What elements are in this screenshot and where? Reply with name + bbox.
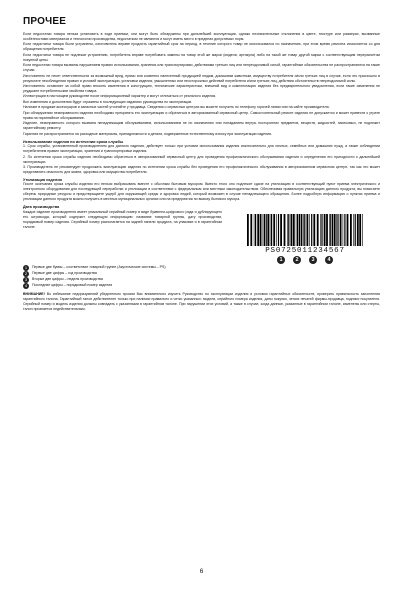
barcode-bar — [355, 214, 356, 246]
barcode-bar — [247, 214, 249, 246]
barcode-bar — [260, 214, 262, 246]
barcode-bar — [340, 214, 342, 246]
barcode-bar — [263, 214, 264, 246]
paragraph: Если недостатки товара нельзя установить в ходе приемки, они могут быть обнаружены при дальнейшей эксплуатации, однако незначительные отклонения в цвете, текстуре или размерах, вызванные особенностями материалов и технологии производства, недостатком не являются и могут иметь место в пределах допустимых норм. — [23, 32, 380, 41]
barcode-bar — [287, 214, 288, 246]
paragraph: Изготовитель оставляет за собой право вносить изменения в конструкцию, технические характеристики, внешний вид и комплектацию изделия без предварительного уведомления, если такие изменения не ухудшают потребительские свойства товара. — [23, 84, 380, 93]
barcode-bar — [264, 214, 265, 246]
paragraph: Иллюстрации в настоящем руководстве носят информационный характер и могут отличаться от реального изделия. — [23, 94, 217, 99]
barcode-bar — [297, 214, 298, 246]
barcode-image — [245, 214, 365, 246]
warning-label: ВНИМАНИЕ! — [23, 291, 45, 296]
legend-item — [23, 283, 380, 289]
barcode-bar — [257, 214, 259, 246]
barcode-bar — [303, 214, 304, 246]
paragraph: Если недостатки товара были устранены, изготовитель вправе продлить гарантийный срок на период, в течение которого товар не использовался по назначению, при этом время ремонта исчисляется со дня обращения потребителя. — [23, 42, 380, 52]
barcode-bar — [334, 214, 336, 246]
barcode-bar — [270, 214, 271, 246]
legend-marker: 3 — [24, 277, 28, 283]
barcode-bar — [309, 214, 310, 246]
marker-2: 2 — [293, 256, 301, 264]
marker-3: 3 — [309, 256, 317, 264]
barcode-bar — [350, 214, 352, 246]
section-heading-usage: Использование изделия по истечении срока службы — [23, 139, 124, 144]
barcode-bar — [267, 214, 269, 246]
disposal-paragraph: После окончания срока службы изделия его нельзя выбрасывать вместе с обычным бытовым мусором. Вместо этого оно подлежит сдаче на утилизацию в соответствующий пункт приема электрического и электронного оборудования для последующей переработки и утилизации в соответствии с федеральным или местным законодательством. Обеспечивая правильную утилизацию данного продукта, вы помогаете сберечь природные ресурсы и предотвращаете ущерб для окружающей среды и здоровья людей, который возможен в случае ненадлежащего обращения. Более подробную информацию о пунктах приема и утилизации данного продукта можно получить в местных муниципальных органах или на предприятии по вывозу бытового мусора. — [23, 182, 380, 202]
barcode-bar — [357, 214, 359, 246]
legend-text: Первые две цифры – год производства — [32, 271, 97, 276]
legend-marker: 1 — [24, 265, 28, 271]
barcode-bar — [317, 214, 319, 246]
barcode-bar — [266, 214, 267, 246]
barcode-bar — [344, 214, 345, 246]
barcode-bar — [321, 214, 322, 246]
barcode-bar — [330, 214, 331, 246]
barcode-bar — [291, 214, 293, 246]
paragraph: При обнаружении неисправности изделия необходимо прекратить его эксплуатацию и обратиться в авторизованный сервисный центр. Самостоятельный ремонт изделия не допускается и может привести к утрате права на гарантийное обслуживание. — [23, 110, 380, 120]
barcode-bar — [353, 214, 354, 246]
legend-marker: 2 — [24, 271, 28, 277]
paragraph: Изделие, неисправность которого вызвана ненадлежащим обслуживанием, использованием не по назначению или попаданием внутрь посторонних предметов, веществ, жидкостей, насекомых, не подлежит гарантийному ремонту. — [23, 121, 380, 131]
barcode-bar — [313, 214, 315, 246]
paragraph: Изготовитель не несет ответственности за возможный вред, прямо или косвенно нанесенный продукцией людям, домашним животным, имуществу потребителя и/или третьих лиц в случае, если это произошло в результате несоблюдения правил и условий эксплуатации, установки изделия, умышленных или неосторожных действий потребителя и/или третьих лиц, действия обстоятельств непреодолимой силы. — [23, 73, 380, 83]
serial-markers — [277, 256, 333, 264]
barcode-bar — [304, 214, 305, 246]
marker-1: 1 — [277, 256, 285, 264]
serial-legend — [23, 265, 380, 289]
barcode-bar — [276, 214, 277, 246]
barcode-bar — [329, 214, 330, 246]
legend-text: Последние цифры – порядковый номер изделия — [32, 283, 113, 288]
paragraph: Все изменения и дополнения будут отражены в последующих изданиях руководства по эксплуатации. — [23, 99, 193, 104]
list-item: 2. По истечении срока службы изделия необходимо обратиться в авторизованный сервисный центр для проведения профилактического обслуживания изделия и определения его пригодности к дальнейшей эксплуатации. — [23, 154, 380, 164]
barcode-bar — [359, 214, 361, 246]
page-title: ПРОЧЕЕ — [23, 16, 67, 27]
list-item: 3. Производитель не рекомендует продолжать эксплуатацию изделия по истечении срока службы без проведения его профилактического обслуживания в авторизованном сервисном центре, так как это может представлять опасность для жизни, здоровья или имущества потребителя. — [23, 164, 380, 174]
barcode-bar — [320, 214, 321, 246]
barcode-bar — [288, 214, 289, 246]
barcode-bar — [337, 214, 338, 246]
barcode-bar — [326, 214, 328, 246]
paragraph: Если недостатки товара вызваны нарушением правил использования, хранения или транспортировки, действиями третьих лиц или непреодолимой силой, гарантийные обязательства не распространяются на такие случаи. — [23, 63, 380, 73]
barcode-bar — [307, 214, 309, 246]
paragraphs — [23, 32, 380, 137]
warning-text: Во избежание недоразумений убедительно просим Вас внимательно изучить Руководство по эксплуатации изделия и условия гарантийных обязательств, проверить правильность заполнения гарантийного талона. Гарантийный талон действителен только при наличии правильно и четко указанных: модели, серийного номера изделия, даты покупки, четких печатей фирмы-продавца, подписи покупателя. Серийный номер и модель изделия должны совпадать с указанными в гарантийном талоне. При нарушении этих условий, а также в случае, когда данные, указанные в гарантийном талоне, изменены или стерты, талон признается недействительным. — [23, 291, 380, 311]
warning-block — [23, 292, 380, 312]
page-number: 6 — [199, 568, 204, 575]
section-heading-date: Дата производства — [23, 205, 60, 210]
date-description — [23, 210, 222, 230]
barcode-bar — [336, 214, 337, 246]
barcode-bar — [293, 214, 295, 246]
barcode-bar — [299, 214, 300, 246]
barcode-bar — [347, 214, 349, 246]
usage-list — [23, 144, 380, 174]
barcode-bar — [278, 214, 279, 246]
section-heading-disposal: Утилизация изделия — [23, 177, 62, 182]
paragraph: Наличие в продаже аксессуаров и запасных частей уточняйте у продавца. Сведения о сервисных центрах вы можете получить по телефону горячей линии или на сайте производителя. — [23, 105, 330, 110]
legend-marker: 4 — [24, 283, 28, 289]
serial-number: PS0725011234567 — [265, 246, 345, 255]
barcode-bar — [296, 214, 297, 246]
barcode-bar — [301, 214, 303, 246]
barcode-block — [230, 210, 380, 264]
barcode-bar — [271, 214, 272, 246]
marker-4: 4 — [325, 256, 333, 264]
barcode-bar — [343, 214, 344, 246]
paragraph: Гарантия не распространяется на расходные материалы, принадлежности и детали, подверженные естественному износу при эксплуатации изделия. — [23, 131, 272, 136]
date-paragraph: Каждое изделие производителя имеет уникальный серийный номер в виде буквенно-цифрового ряда и дублирующего его штрихкода, который содержит следующую информацию: название товарной группы, дату производства, порядковый номер изделия. Серийный номер располагается на задней панели продукта, на упаковке и в гарантийном талоне. — [23, 209, 222, 229]
barcode-bar — [255, 214, 256, 246]
legend-text: Вторые две цифры – неделя производства — [32, 277, 103, 282]
barcode-bar — [254, 214, 255, 246]
list-item: 1. Срок службы, установленный производителем для данного изделия, действует только при условии использования изделия исключительно для личных, семейных или домашних нужд, а также соблюдении потребителем правил эксплуатации, хранения и транспортировки изделия. — [23, 144, 380, 154]
barcode-bar — [273, 214, 275, 246]
production-date-block — [23, 210, 380, 264]
barcode-bar — [311, 214, 312, 246]
barcode-bar — [362, 214, 363, 246]
barcode-bar — [250, 214, 252, 246]
legend-text: Первые две буквы – соответствие товарной группе (Акустические системы – PS) — [32, 265, 166, 270]
barcode-bar — [280, 214, 282, 246]
barcode-bar — [324, 214, 326, 246]
barcode-bar — [332, 214, 333, 246]
paragraph: Если недостатки товара не подлежат устранению, потребитель вправе потребовать замены на товар этой же марки (модели, артикула) либо на такой же товар другой марки с соответствующим перерасчетом покупной цены. — [23, 52, 380, 62]
barcode-bar — [284, 214, 286, 246]
